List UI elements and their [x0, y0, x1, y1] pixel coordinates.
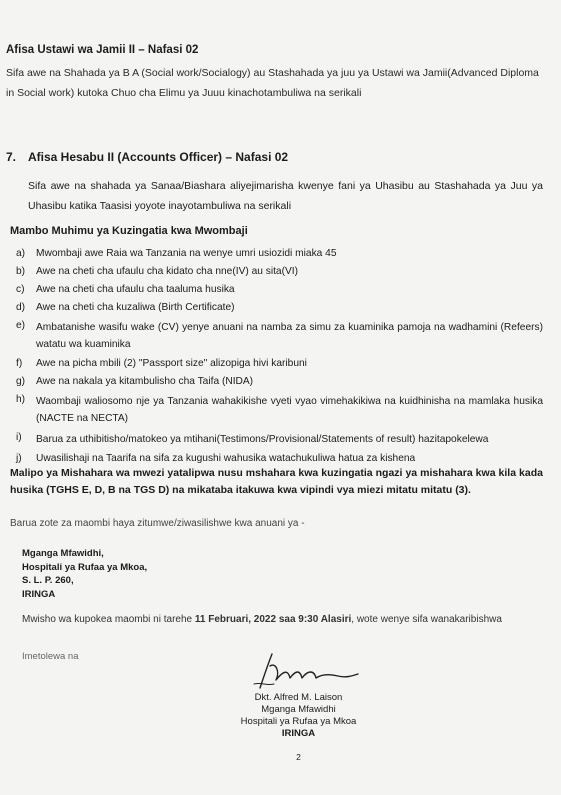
item-letter: b): [16, 266, 26, 277]
item-text: Uwasilishaji na Taarifa na sifa za kugushi wahusika watachukuliwa hatua za kishena: [36, 453, 416, 464]
list-item: [16, 357, 543, 371]
issued-by-label: Imetolewa na: [22, 651, 79, 662]
list-item: [16, 283, 543, 297]
address-line: Hospitali ya Rufaa ya Mkoa,: [22, 561, 148, 573]
signatory-name: Dkt. Alfred M. Laison: [254, 692, 343, 703]
list-item: [16, 265, 543, 279]
item-letter: j): [16, 453, 22, 464]
item-text: Waombaji waliosomo nje ya Tanzania wahakikishe vyeti vyao vimehakikiwa na kuidhinisha na mamlaka husika (NACTE na NECTA): [36, 396, 543, 424]
item-letter: f): [16, 358, 23, 369]
item-text: Awe na cheti cha ufaulu cha kidato cha nne(IV) au sita(VI): [36, 266, 299, 277]
signatory-place: IRINGA: [281, 728, 316, 739]
signatory-title: Mganga Mfawidhi: [261, 704, 336, 715]
signatory-org: Hospitali ya Rufaa ya Mkoa: [240, 716, 357, 727]
list-item: [16, 431, 543, 448]
list-item: [16, 452, 543, 466]
requirements-list: [16, 247, 543, 470]
list-item: [16, 247, 543, 261]
list-item: [16, 393, 543, 427]
address-line: S. L. P. 260,: [22, 575, 74, 586]
address-line: IRINGA: [22, 588, 56, 600]
list-item: [16, 375, 543, 389]
list-item: [16, 319, 543, 353]
requirements-heading: Mambo Muhimu ya Kuzingatia kwa Mwombaji: [10, 225, 248, 237]
section-7-number: 7.: [6, 150, 17, 164]
item-letter: e): [16, 320, 26, 331]
deadline-paragraph: [22, 612, 543, 628]
item-text: Ambatanishe wasifu wake (CV) yenye anuani na namba za simu za kuaminika pamoja na wadhamini (Refeers) watatu wa kuaminika: [36, 322, 543, 350]
address-line: Mganga Mfawidhi,: [22, 548, 104, 559]
item-text: Awe na nakala ya kitambulisho cha Taifa (NIDA): [36, 376, 254, 387]
section-7-title: Afisa Hesabu II (Accounts Officer) – Nafasi 02: [28, 150, 289, 164]
item-text: Awe na cheti cha kuzaliwa (Birth Certificate): [36, 302, 235, 313]
deadline-pre: Mwisho wa kupokea maombi ni tarehe: [22, 614, 195, 625]
handwritten-signature: [246, 648, 366, 692]
list-item: [16, 301, 543, 315]
signature-block: [0, 692, 561, 740]
item-text: Awe na cheti cha ufaulu cha taaluma husika: [36, 284, 235, 295]
postal-address: [22, 547, 561, 601]
section-7-heading: [6, 150, 561, 164]
item-text: Mwombaji awe Raia wa Tanzania na wenye umri usiozidi miaka 45: [36, 248, 337, 259]
item-letter: h): [16, 394, 26, 405]
page-number: 2: [296, 752, 301, 762]
section-6-body: Sifa awe na Shahada ya B A (Social work/Socialogy) au Stashahada ya juu ya Ustawi wa Jamii(Advanced Diploma in Social work) kutoka Chuo cha Elimu ya Juuu kinachotambuliwa na serikali: [6, 67, 539, 99]
item-letter: c): [16, 284, 25, 295]
deadline-date: 11 Februari, 2022 saa 9:30 Alasiri: [194, 614, 352, 625]
item-letter: d): [16, 302, 26, 313]
deadline-post: , wote wenye sifa wanakaribishwa: [351, 614, 502, 625]
item-text: Barua za uthibitisho/matokeo ya mtihani(Testimons/Provisional/Statements of result) hazitapokelewa: [36, 434, 489, 445]
item-letter: g): [16, 376, 26, 387]
item-letter: i): [16, 432, 22, 443]
section-7-body: Sifa awe na shahada ya Sanaa/Biashara aliyejimarisha kwenye fani ya Uhasibu au Stashahada ya Juu ya Uhasibu katika Taasisi yoyote inayotambuliwa na serikali: [28, 180, 543, 212]
application-address-intro: Barua zote za maombi haya zitumwe/ziwasilishwe kwa anuani ya -: [10, 518, 305, 529]
salary-paragraph: Malipo ya Mishahara wa mwezi yatalipwa nusu mshahara kwa kuzingatia ngazi ya mishahara kwa kila kada husika (TGHS E, D, B na TGS D) na mikataba itakuwa kwa vipindi vya miezi mitatu mitatu (3).: [10, 467, 543, 496]
section-6-heading: Afisa Ustawi wa Jamii II – Nafasi 02: [6, 44, 199, 56]
item-text: Awe na picha mbili (2) "Passport size" alizopiga hivi karibuni: [36, 358, 307, 369]
item-letter: a): [16, 248, 26, 259]
